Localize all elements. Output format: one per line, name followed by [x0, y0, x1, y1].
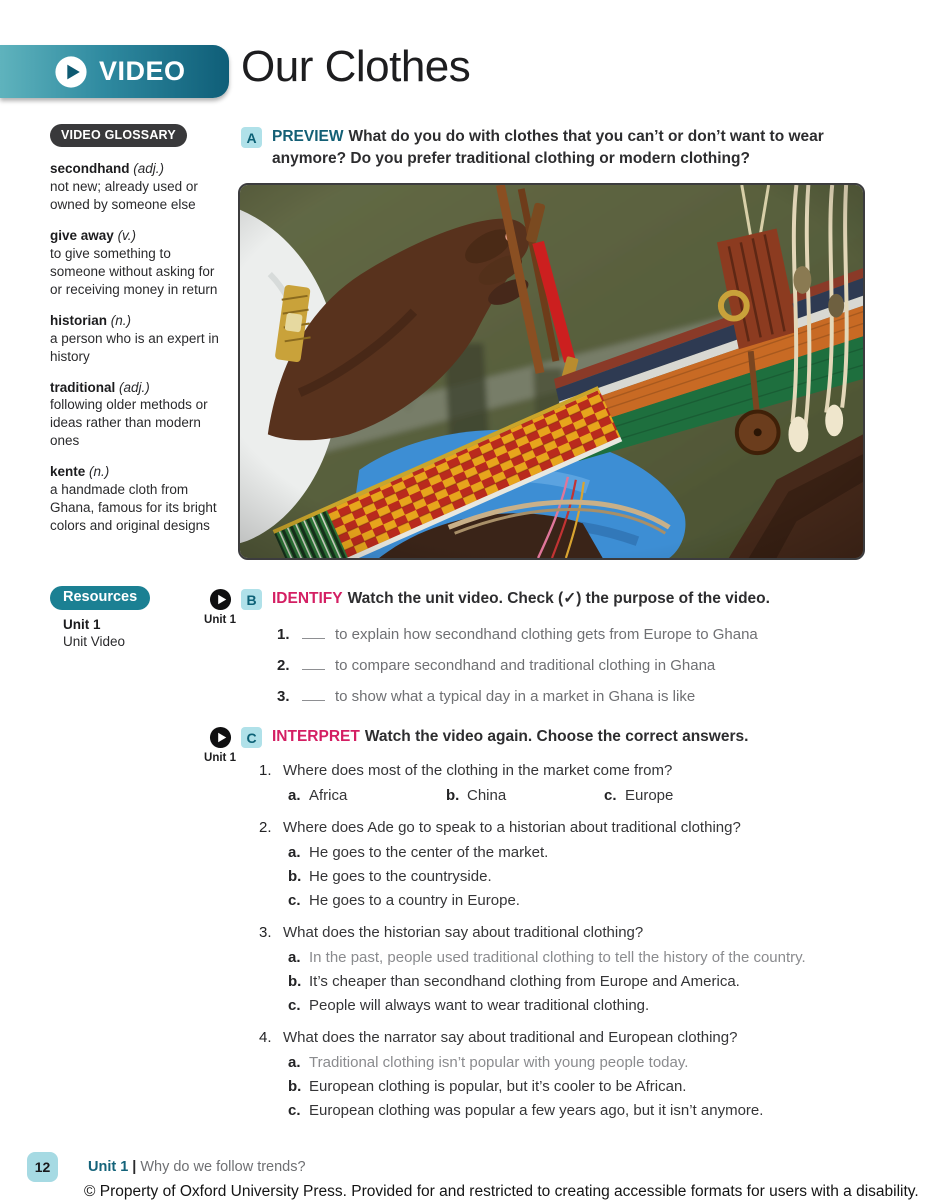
glossary-term: kente: [50, 464, 86, 480]
unit-video-play-c[interactable]: [197, 726, 243, 764]
glossary-term: give away: [50, 227, 114, 243]
glossary-entry: [50, 227, 228, 299]
option-text: It’s cheaper than secondhand clothing from Europe and America.: [309, 973, 740, 990]
answer-blank[interactable]: [302, 687, 325, 701]
answer-option[interactable]: [288, 1102, 933, 1119]
question-text: What does the narrator say about traditional and European clothing?: [283, 1029, 738, 1046]
option-text: He goes to the countryside.: [309, 868, 492, 885]
question: [259, 924, 933, 1014]
section-heading: [272, 726, 748, 748]
item-number: 1.: [277, 626, 290, 643]
question-text: Where does Ade go to speak to a historian about traditional clothing?: [283, 819, 741, 836]
option-text: In the past, people used traditional clothing to tell the history of the country.: [309, 949, 806, 966]
identify-text: Watch the unit video. Check (✓) the purpose of the video.: [347, 590, 770, 607]
glossary-pos: (adj.): [119, 379, 150, 395]
option-text: Europe: [625, 787, 674, 804]
play-unit-label: Unit 1: [204, 614, 236, 626]
preview-keyword: PREVIEW: [272, 128, 344, 145]
glossary-definition: following older methods or ideas rather than modern ones: [50, 397, 208, 449]
option-text: European clothing was popular a few years ago, but it isn’t anymore.: [309, 1102, 764, 1119]
option-letter: c.: [288, 997, 301, 1014]
section-b-identify: [241, 588, 901, 718]
interpret-text: Watch the video again. Choose the correct answers.: [364, 728, 749, 745]
answer-option[interactable]: [604, 787, 762, 804]
checklist-item[interactable]: [277, 625, 901, 643]
interpret-keyword: INTERPRET: [272, 728, 360, 745]
option-letter: c.: [288, 1102, 301, 1119]
copyright-text: © Property of Oxford University Press. Provided for and restricted to creating accessible formats for users with a disability.: [84, 1183, 919, 1200]
option-letter: a.: [288, 1054, 301, 1071]
option-text: Africa: [309, 787, 348, 804]
answer-option[interactable]: [288, 787, 446, 804]
footer-line: [88, 1159, 306, 1175]
option-letter: a.: [288, 844, 301, 861]
glossary-pos: (v.): [117, 227, 137, 243]
item-number: 3.: [277, 688, 290, 705]
item-text: to explain how secondhand clothing gets from Europe to Ghana: [335, 626, 758, 643]
footer-unit-label: Unit 1: [88, 1159, 129, 1175]
checklist-item[interactable]: [277, 656, 901, 674]
glossary-entry: [50, 312, 228, 366]
question: [259, 819, 933, 909]
option-text: People will always want to wear traditional clothing.: [309, 997, 650, 1014]
option-text: He goes to a country in Europe.: [309, 892, 520, 909]
option-text: European clothing is popular, but it’s cooler to be African.: [309, 1078, 687, 1095]
option-text: Traditional clothing isn’t popular with young people today.: [309, 1054, 689, 1071]
play-icon[interactable]: [209, 588, 232, 611]
question-number: 3.: [259, 924, 272, 941]
footer-separator: |: [132, 1159, 137, 1175]
answer-option[interactable]: [288, 844, 933, 861]
answer-blank[interactable]: [302, 656, 325, 670]
section-letter-badge: C: [241, 727, 262, 748]
glossary-term: traditional: [50, 379, 116, 395]
kente-weaving-photo: [238, 183, 865, 560]
item-number: 2.: [277, 657, 290, 674]
unit-video-play-b[interactable]: [197, 588, 243, 626]
glossary-pos: (n.): [110, 312, 132, 328]
page-number-badge: 12: [27, 1152, 58, 1182]
identify-keyword: IDENTIFY: [272, 590, 343, 607]
glossary-entry: [50, 463, 228, 535]
resources-item[interactable]: Unit Video: [63, 634, 126, 649]
question-text: Where does most of the clothing in the market come from?: [283, 762, 673, 779]
page-title: Our Clothes: [241, 42, 471, 91]
option-letter: a.: [288, 949, 301, 966]
video-glossary-badge: VIDEO GLOSSARY: [50, 124, 187, 147]
item-text: to show what a typical day in a market in Ghana is like: [335, 688, 696, 705]
glossary-definition: to give something to someone without asking for or receiving money in return: [50, 245, 218, 297]
option-letter: b.: [446, 787, 460, 804]
section-heading: [272, 126, 875, 170]
answer-option[interactable]: [288, 1078, 933, 1095]
question: [259, 1029, 933, 1119]
glossary-entry: [50, 160, 228, 214]
option-letter: a.: [288, 787, 301, 804]
glossary-entry: [50, 379, 228, 451]
option-letter: b.: [288, 1078, 302, 1095]
option-letter: c.: [604, 787, 617, 804]
checklist-item[interactable]: [277, 687, 901, 705]
glossary-definition: a handmade cloth from Ghana, famous for its bright colors and original designs: [50, 482, 217, 534]
glossary-definition: a person who is an expert in history: [50, 330, 219, 364]
preview-text: What do you do with clothes that you can’t or don’t want to wear anymore? Do you prefer traditional clothing or modern clothing?: [272, 128, 824, 167]
option-letter: b.: [288, 868, 302, 885]
answer-option[interactable]: [288, 973, 933, 990]
answer-option[interactable]: [288, 892, 933, 909]
video-banner: [0, 45, 229, 98]
section-c-interpret: [241, 726, 933, 1134]
option-text: He goes to the center of the market.: [309, 844, 549, 861]
glossary-pos: (n.): [89, 464, 110, 480]
play-icon[interactable]: [209, 726, 232, 749]
resources-box: [50, 586, 150, 649]
question: [259, 762, 933, 804]
question-text: What does the historian say about traditional clothing?: [283, 924, 644, 941]
answer-option[interactable]: [288, 868, 933, 885]
video-glossary: [50, 124, 228, 535]
question-number: 1.: [259, 762, 272, 779]
section-a-preview: [241, 126, 875, 170]
play-unit-label: Unit 1: [204, 752, 236, 764]
answer-option[interactable]: [288, 949, 933, 966]
option-letter: c.: [288, 892, 301, 909]
option-text: China: [467, 787, 507, 804]
section-letter-badge: B: [241, 589, 262, 610]
glossary-term: historian: [50, 312, 108, 328]
answer-option[interactable]: [446, 787, 604, 804]
answer-option[interactable]: [288, 997, 933, 1014]
resources-badge[interactable]: Resources: [50, 586, 150, 610]
section-heading: [272, 588, 770, 610]
glossary-term: secondhand: [50, 161, 130, 176]
answer-option[interactable]: [288, 1054, 933, 1071]
question-number: 4.: [259, 1029, 272, 1046]
answer-blank[interactable]: [302, 625, 325, 639]
glossary-pos: (adj.): [133, 161, 165, 176]
video-banner-label: VIDEO: [99, 56, 186, 86]
item-text: to compare secondhand and traditional clothing in Ghana: [335, 657, 716, 674]
resources-unit: Unit 1: [63, 617, 101, 632]
question-number: 2.: [259, 819, 272, 836]
section-letter-badge: A: [241, 127, 262, 148]
play-icon: [54, 55, 88, 89]
option-letter: b.: [288, 973, 302, 990]
footer-question: Why do we follow trends?: [140, 1159, 306, 1175]
glossary-definition: not new; already used or owned by someone else: [50, 178, 198, 212]
